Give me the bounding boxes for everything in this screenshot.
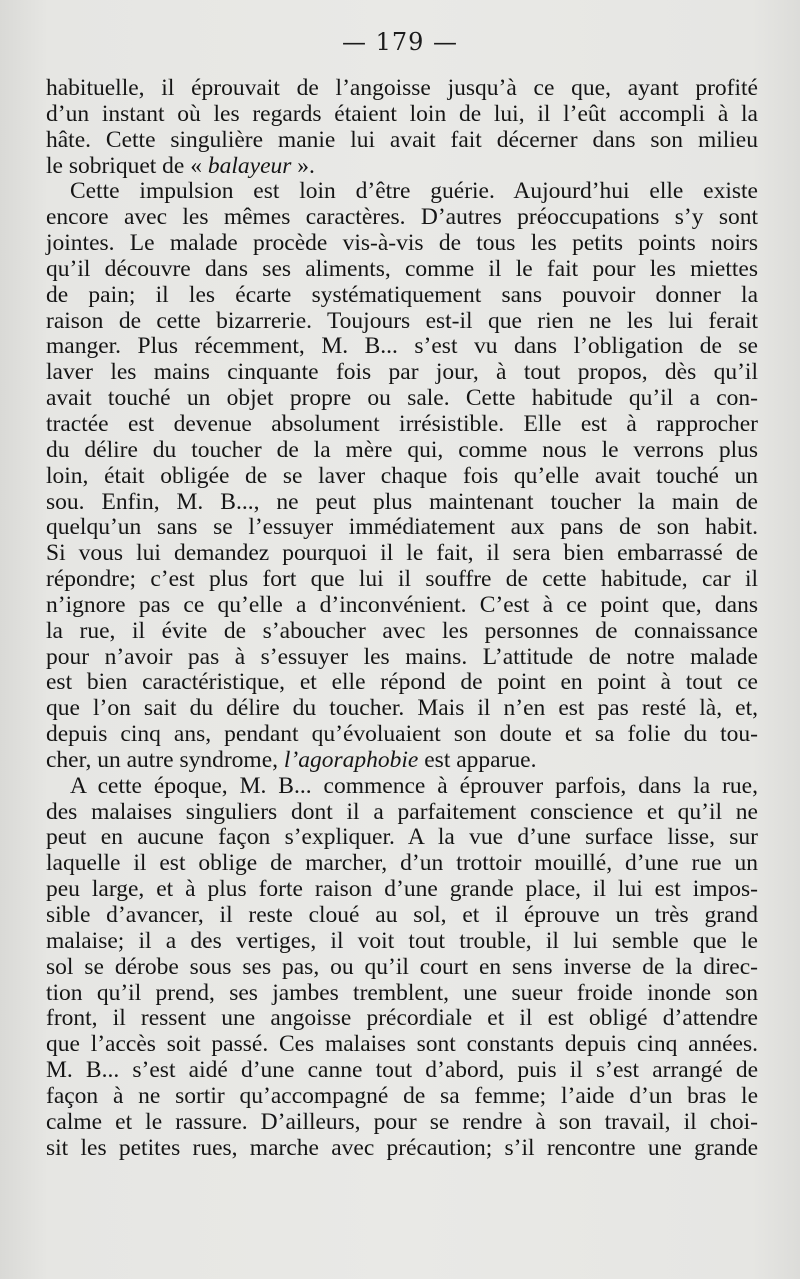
text-line: qu’il découvre dans ses aliments, comme il le fait pour les miettes: [46, 255, 758, 282]
paragraph: [46, 76, 758, 179]
text-line: peut en aucune façon s’expliquer. A la vue d’une surface lisse, sur: [46, 824, 758, 851]
text-line: sol se dérobe sous ses pas, ou qu’il court en sens inverse de la direc-: [46, 953, 758, 980]
text-line: loin, était obligée de se laver chaque fois qu’elle avait touché un: [46, 462, 758, 489]
text-line: laquelle il est oblige de marcher, d’un trottoir mouillé, d’une rue un: [46, 850, 758, 877]
text-segment: cher, un autre syndrome,: [46, 746, 284, 773]
text-line: hâte. Cette singulière manie lui avait fait décerner dans son milieu: [46, 126, 758, 153]
text-line: encore avec les mêmes caractères. D’autres préoccupations s’y sont: [46, 204, 758, 231]
text-line: front, il ressent une angoisse précordiale et il est obligé d’attendre: [46, 1005, 758, 1032]
text-line: façon à ne sortir qu’accompagné de sa femme; l’aide d’un bras le: [46, 1082, 758, 1109]
text-line: des malaises singuliers dont il a parfaitement conscience et qu’il ne: [46, 798, 758, 825]
text-segment: est apparue.: [418, 746, 537, 773]
text-line: tractée est devenue absolument irrésistible. Elle est à rapprocher: [46, 410, 758, 437]
text-line: de pain; il les écarte systématiquement sans pouvoir donner la: [46, 281, 758, 308]
text-line: pour n’avoir pas à s’essuyer les mains. L’attitude de notre malade: [46, 643, 758, 670]
text-line: la rue, il évite de s’aboucher avec les personnes de connaissance: [46, 617, 758, 644]
text-line: n’ignore pas ce qu’elle a d’inconvénient. C’est à ce point que, dans: [46, 591, 758, 618]
paragraph: [46, 179, 758, 773]
text-line: sible d’avancer, il reste cloué au sol, et il éprouve un très grand: [46, 902, 758, 928]
text-line: est bien caractéristique, et elle répond de point en point à tout ce: [46, 669, 758, 696]
text-line: A cette époque, M. B... commence à éprouver parfois, dans la rue,: [70, 772, 758, 799]
italic-term: l’agoraphobie: [283, 746, 419, 773]
text-line: sou. Enfin, M. B..., ne peut plus maintenant toucher la main de: [46, 488, 758, 515]
text-segment: le sobriquet de «: [46, 152, 208, 179]
text-line: que l’accès soit passé. Ces malaises sont constants depuis cinq années.: [46, 1031, 758, 1058]
text-line: manger. Plus récemment, M. B... s’est vu dans l’obligation de se: [46, 333, 758, 360]
text-line: habituelle, il éprouvait de l’angoisse jusqu’à ce que, ayant profité: [46, 75, 758, 101]
text-line: que l’on sait du délire du toucher. Mais il n’en est pas resté là, et,: [46, 695, 758, 722]
text-line: [46, 748, 758, 774]
text-line: malaise; il a des vertiges, il voit tout trouble, il lui semble que le: [46, 927, 758, 954]
text-line: [46, 154, 758, 180]
text-line: calme et le rassure. D’ailleurs, pour se rendre à son travail, il choi-: [46, 1108, 758, 1135]
text-line: Si vous lui demandez pourquoi il le fait, il sera bien embarrassé de: [46, 540, 758, 567]
text-line: M. B... s’est aidé d’une canne tout d’abord, puis il s’est arrangé de: [46, 1057, 758, 1084]
italic-term: balayeur: [207, 152, 292, 179]
text-line: tion qu’il prend, ses jambes tremblent, une sueur froide inonde son: [46, 979, 758, 1006]
text-line: Cette impulsion est loin d’être guérie. Aujourd’hui elle existe: [70, 178, 758, 205]
paragraph: [46, 774, 758, 1162]
page-number: — 179 —: [341, 28, 459, 56]
text-line: quelqu’un sans se l’essuyer immédiatement aux pans de son habit.: [46, 514, 758, 541]
text-line: peu large, et à plus forte raison d’une grande place, il lui est impos-: [46, 876, 758, 903]
text-segment: ».: [291, 152, 315, 179]
text-line: du délire du toucher de la mère qui, comme nous le verrons plus: [46, 436, 758, 463]
text-line: jointes. Le malade procède vis-à-vis de tous les petits points noirs: [46, 230, 758, 257]
text-line: raison de cette bizarrerie. Toujours est-il que rien ne les lui ferait: [46, 307, 758, 334]
text-line: laver les mains cinquante fois par jour, à tout propos, dès qu’il: [46, 359, 758, 386]
text-line: répondre; c’est plus fort que lui il souffre de cette habitude, car il: [46, 566, 758, 593]
text-line: d’un instant où les regards étaient loin de lui, il l’eût accompli à la: [46, 100, 758, 127]
body-text: [46, 76, 758, 1161]
text-line: sit les petites rues, marche avec précaution; s’il rencontre une grande: [46, 1134, 758, 1161]
text-line: avait touché un objet propre ou sale. Cette habitude qu’il a con-: [46, 385, 758, 412]
text-line: depuis cinq ans, pendant qu’évoluaient son doute et sa folie du tou-: [46, 721, 758, 748]
